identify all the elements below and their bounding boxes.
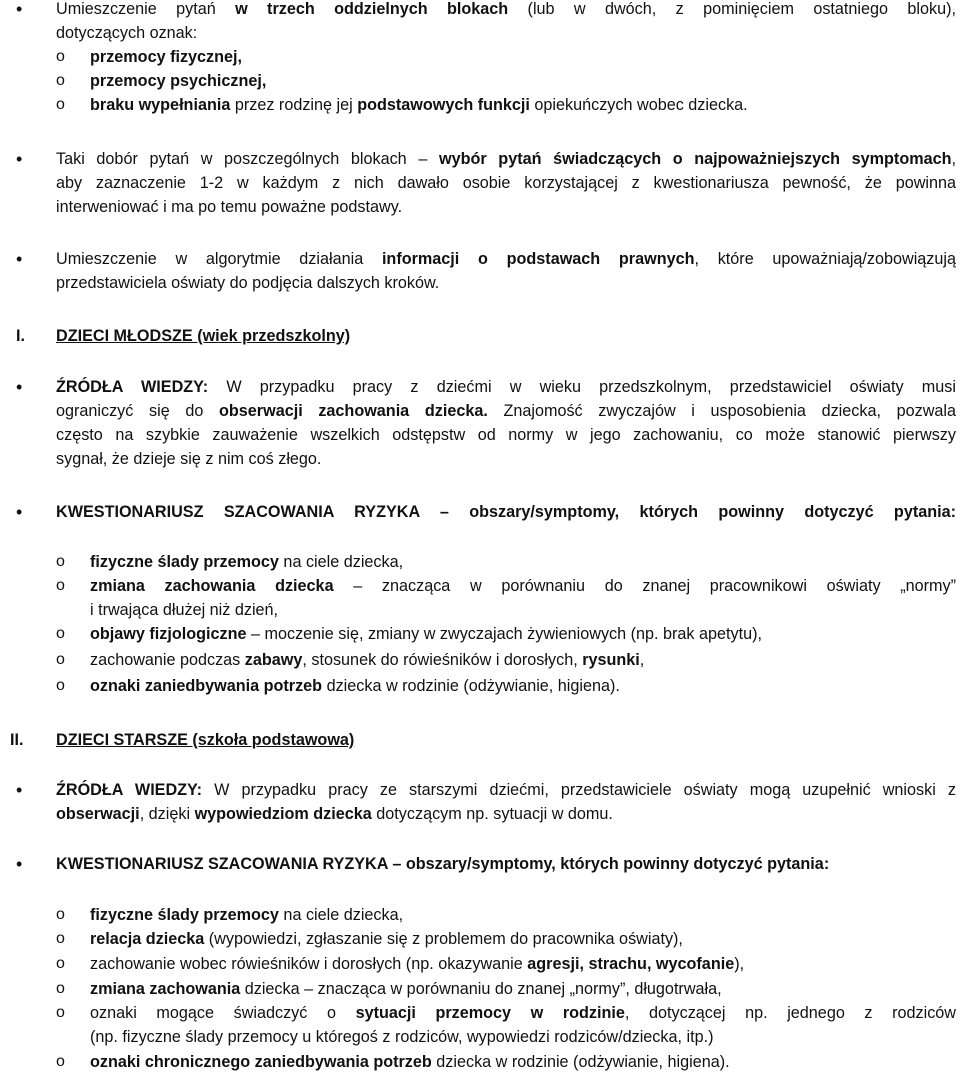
list-marker: o xyxy=(56,677,65,694)
list-item: zmiana zachowania dziecka – znacząca w porównaniu do znanej „normy”, długotrwała, xyxy=(90,980,722,998)
list-marker: o xyxy=(56,651,65,668)
list-marker: o xyxy=(56,48,65,65)
section-number: I. xyxy=(16,327,25,345)
list-item: oznaki zaniedbywania potrzeb dziecka w rodzinie (odżywianie, higiena). xyxy=(90,677,620,695)
knowledge-source: ŹRÓDŁA WIEDZY: W przypadku pracy z dziećmi w wieku przedszkolnym, przedstawiciel oświaty musi ograniczyć się do obserwacji zachowania dziecka. Znajomość zwyczajów i usposobienia dziecka, pozwala często na szybkie zauważenie wszelkich odstępstw od normy w jego zachowaniu, co może stanowić pierwszy sygnał, że dzieje się z nim coś złego. xyxy=(56,378,956,468)
list-marker: o xyxy=(56,1004,65,1021)
list-item: oznaki chronicznego zaniedbywania potrzeb dziecka w rodzinie (odżywianie, higiena). xyxy=(90,1053,730,1071)
paragraph-legal: Umieszczenie w algorytmie działania informacji o podstawach prawnych, które upoważniają/zobowiązują przedstawiciela oświaty do podjęcia dalszych kroków. xyxy=(56,250,957,292)
list-item: relacja dziecka (wypowiedzi, zgłaszanie się z problemem do pracownika oświaty), xyxy=(90,930,683,948)
list-marker: o xyxy=(56,625,65,642)
list-marker: o xyxy=(56,553,65,570)
list-marker: o xyxy=(56,930,65,947)
section-number: II. xyxy=(10,731,24,749)
list-item: objawy fizjologiczne – moczenie się, zmiany w zwyczajach żywieniowych (np. brak apetytu), xyxy=(90,625,763,643)
list-item: zmiana zachowania dziecka – znacząca w porównaniu do znanej pracownikowi oświaty „normy” i trwająca dłużej niż dzień, xyxy=(90,577,956,619)
list-item: zachowanie podczas zabawy, stosunek do rówieśników i dorosłych, rysunki, xyxy=(90,651,645,669)
list-marker: o xyxy=(56,955,65,972)
bullet: • xyxy=(16,0,23,19)
list-item: przemocy psychicznej, xyxy=(90,72,267,90)
list-marker: o xyxy=(56,980,65,997)
list-item: braku wypełniania przez rodzinę jej podstawowych funkcji opiekuńczych wobec dziecka. xyxy=(90,96,748,114)
list-item: zachowanie wobec rówieśników i dorosłych (np. okazywanie agresji, strachu, wycofanie), xyxy=(90,955,745,973)
knowledge-source: ŹRÓDŁA WIEDZY: W przypadku pracy ze starszymi dziećmi, przedstawiciele oświaty mogą uzupełnić wnioski z obserwacji, dzięki wypowiedziom dziecka dotyczącym np. sytuacji w domu. xyxy=(56,781,956,823)
list-marker: o xyxy=(56,96,65,113)
list-item: przemocy fizycznej, xyxy=(90,48,243,66)
paragraph-three-blocks: Umieszczenie pytań w trzech oddzielnych blokach (lub w dwóch, z pominięciem ostatniego bloku), dotyczących oznak: xyxy=(56,0,956,42)
questionnaire-heading: KWESTIONARIUSZ SZACOWANIA RYZYKA – obszary/symptomy, których powinny dotyczyć pytania: xyxy=(56,855,830,873)
questionnaire-heading: KWESTIONARIUSZ SZACOWANIA RYZYKA – obszary/symptomy, których powinny dotyczyć pytania: xyxy=(56,503,956,521)
bullet: • xyxy=(16,377,23,397)
bullet: • xyxy=(16,502,23,522)
list-marker: o xyxy=(56,72,65,89)
bullet: • xyxy=(16,149,23,169)
paragraph-selection: Taki dobór pytań w poszczególnych blokach – wybór pytań świadczących o najpoważniejszych symptomach, aby zaznaczenie 1-2 w każdym z nich dawało osobie korzystającej z kwestionariusza pewność, że powinna interweniować i ma po temu poważne podstawy. xyxy=(56,150,956,216)
list-item: fizyczne ślady przemocy na ciele dziecka, xyxy=(90,906,404,924)
list-marker: o xyxy=(56,577,65,594)
list-item: fizyczne ślady przemocy na ciele dziecka, xyxy=(90,553,404,571)
list-item: oznaki mogące świadczyć o sytuacji przemocy w rodzinie, dotyczącej np. jednego z rodziców (np. fizyczne ślady przemocy u któregoś z rodziców, wypowiedzi rodziców/dziecka, itp.) xyxy=(90,1004,956,1046)
bullet: • xyxy=(16,854,23,874)
section-title: DZIECI MŁODSZE (wiek przedszkolny) xyxy=(56,327,351,345)
bullet: • xyxy=(16,780,23,800)
list-marker: o xyxy=(56,1053,65,1070)
bullet: • xyxy=(16,249,23,269)
list-marker: o xyxy=(56,906,65,923)
section-title: DZIECI STARSZE (szkoła podstawowa) xyxy=(56,731,355,749)
